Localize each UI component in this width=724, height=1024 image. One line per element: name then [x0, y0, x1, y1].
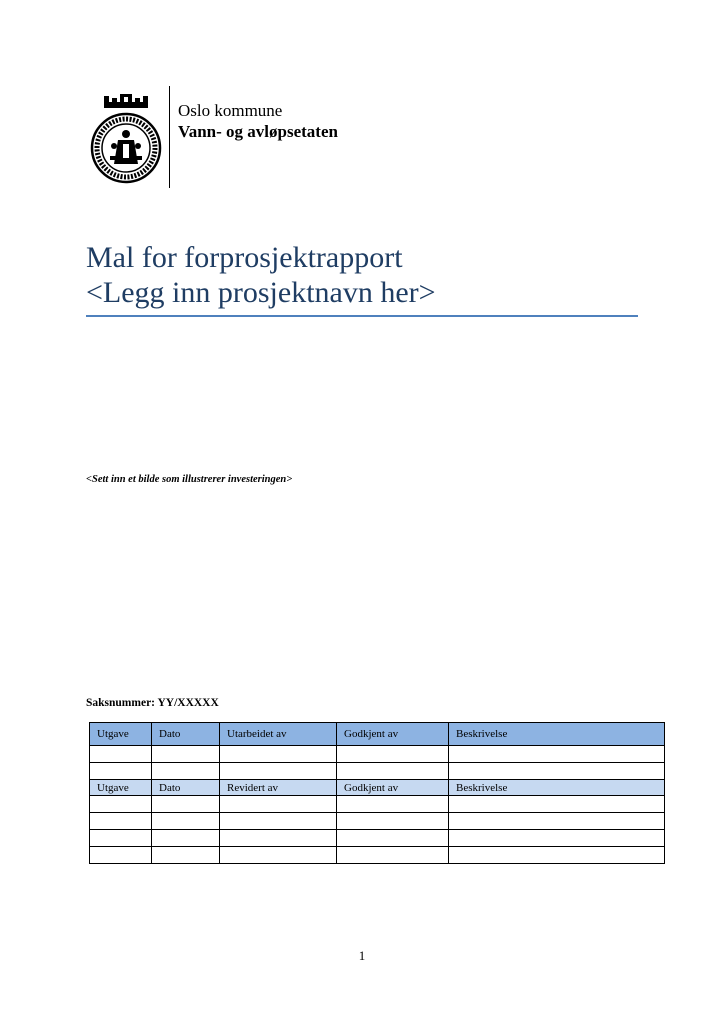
- table-header-cell: Beskrivelse: [449, 723, 665, 746]
- table-header-cell: Utarbeidet av: [220, 723, 337, 746]
- table-cell[interactable]: [449, 830, 665, 847]
- revision-table: [89, 722, 665, 864]
- table-cell[interactable]: [449, 847, 665, 864]
- document-title: [86, 240, 638, 317]
- table-cell[interactable]: [152, 830, 220, 847]
- table-cell[interactable]: [337, 763, 449, 780]
- table-cell[interactable]: [90, 830, 152, 847]
- table-subheader-row: [90, 780, 665, 796]
- table-header-row: [90, 723, 665, 746]
- table-cell[interactable]: [337, 847, 449, 864]
- table-cell[interactable]: [220, 746, 337, 763]
- table-row: [90, 796, 665, 813]
- organization-line-1: Oslo kommune: [178, 101, 283, 120]
- table-cell[interactable]: [449, 813, 665, 830]
- image-placeholder-text: <Sett inn et bilde som illustrerer investeringen>: [86, 474, 293, 485]
- table-row: [90, 746, 665, 763]
- table-cell[interactable]: [90, 847, 152, 864]
- table-header-cell: Dato: [152, 723, 220, 746]
- table-header-cell: Godkjent av: [337, 723, 449, 746]
- table-subheader-cell: Beskrivelse: [449, 780, 665, 796]
- table-cell[interactable]: [220, 830, 337, 847]
- page-number: 1: [358, 948, 366, 963]
- table-cell[interactable]: [90, 763, 152, 780]
- table-cell[interactable]: [220, 847, 337, 864]
- table-row: [90, 813, 665, 830]
- table-cell[interactable]: [337, 746, 449, 763]
- table-cell[interactable]: [449, 746, 665, 763]
- organization-line-2: Vann- og avløpsetaten: [178, 122, 338, 141]
- table-cell[interactable]: [220, 813, 337, 830]
- table-cell[interactable]: [449, 763, 665, 780]
- table-cell[interactable]: [152, 763, 220, 780]
- table-subheader-cell: Dato: [152, 780, 220, 796]
- table-cell[interactable]: [152, 813, 220, 830]
- title-line-2: <Legg inn prosjektnavn her>: [86, 276, 436, 309]
- table-cell[interactable]: [220, 796, 337, 813]
- table-cell[interactable]: [152, 796, 220, 813]
- table-cell[interactable]: [337, 796, 449, 813]
- table-subheader-cell: Revidert av: [220, 780, 337, 796]
- table-subheader-cell: Godkjent av: [337, 780, 449, 796]
- table-cell[interactable]: [449, 796, 665, 813]
- table-header-cell: Utgave: [90, 723, 152, 746]
- case-number: Saksnummer: YY/XXXXX: [86, 697, 219, 709]
- table-cell[interactable]: [152, 746, 220, 763]
- table-row: [90, 847, 665, 864]
- table-cell[interactable]: [337, 813, 449, 830]
- organization-name: [178, 100, 338, 142]
- table-cell[interactable]: [90, 746, 152, 763]
- table-row: [90, 763, 665, 780]
- table-cell[interactable]: [152, 847, 220, 864]
- title-line-1: Mal for forprosjektrapport: [86, 241, 403, 274]
- table-subheader-cell: Utgave: [90, 780, 152, 796]
- table-row: [90, 830, 665, 847]
- table-cell[interactable]: [220, 763, 337, 780]
- table-cell[interactable]: [90, 813, 152, 830]
- header-divider: [169, 86, 170, 188]
- table-cell[interactable]: [337, 830, 449, 847]
- table-cell[interactable]: [90, 796, 152, 813]
- oslo-city-seal-icon: [90, 94, 162, 186]
